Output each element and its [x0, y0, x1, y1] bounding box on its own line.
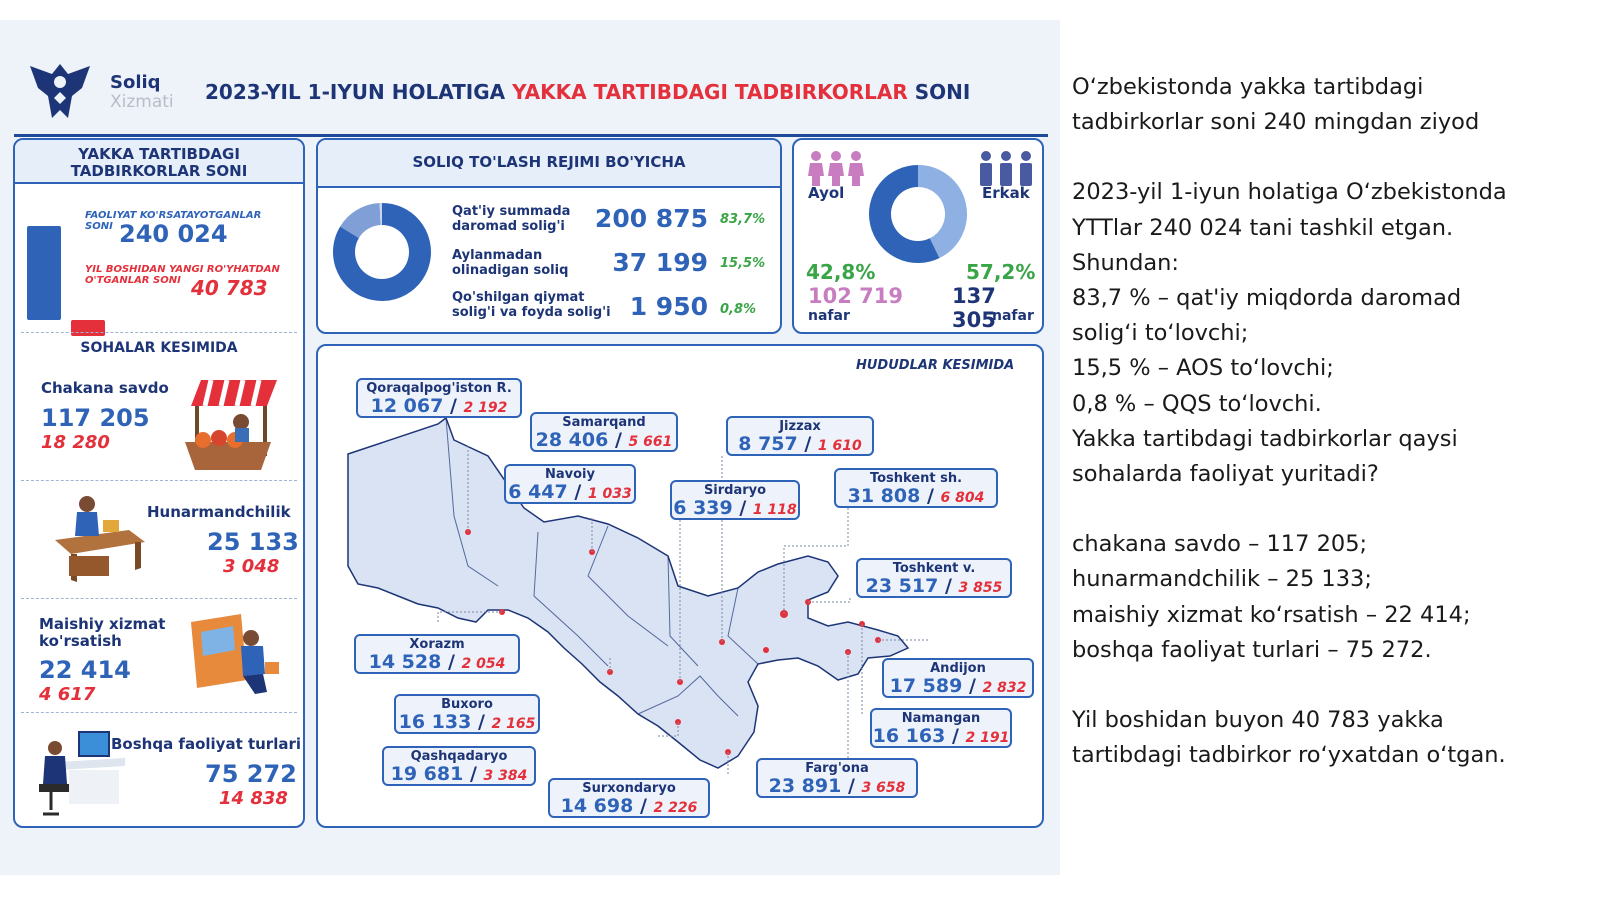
regime-percent: 0,8%	[720, 302, 757, 317]
panel-title: YAKKA TARTIBDAGI TADBIRKORLAR SONI	[15, 140, 303, 184]
female-percent: 42,8%	[806, 260, 876, 284]
female-slice	[918, 176, 956, 248]
regime-percent: 83,7%	[720, 212, 766, 227]
text-line: tadbirkorlar soni 240 mingdan ziyod	[1072, 109, 1480, 136]
gender-panel	[792, 138, 1044, 334]
regions-title: HUDUDLAR KESIMIDA	[856, 358, 1015, 373]
female-figures-icon	[806, 150, 866, 186]
infographic	[0, 20, 1060, 875]
new-bar	[71, 320, 105, 336]
regime-percent: 15,5%	[720, 256, 766, 271]
repair-service-icon	[185, 610, 285, 700]
regime-donut-chart	[332, 202, 432, 302]
entrepreneurs-count-panel	[13, 138, 305, 828]
text-line: Shundan:	[1072, 249, 1179, 276]
sector-name: Hunarmandchilik	[147, 503, 291, 521]
market-stall-icon	[175, 370, 285, 480]
male-percent: 57,2%	[966, 260, 1036, 284]
region-card: Toshkent v. 23 517 / 3 855	[856, 558, 1012, 598]
region-card: Samarqand 28 406 / 5 661	[530, 412, 678, 452]
female-value: 102 719	[808, 284, 903, 308]
bullet-item: chakana savdo – 117 205;	[1072, 531, 1368, 558]
text-line: 83,7 % – qat'iy miqdorda daromad	[1072, 285, 1462, 312]
bullet-item: hunarmandchilik – 25 133;	[1072, 566, 1372, 593]
active-label: FAOLIYAT KO'RSATAYOTGANLAR SONI	[85, 210, 262, 232]
region-card: Namangan 16 163 / 2 191	[870, 708, 1012, 748]
male-figures-icon	[976, 150, 1036, 186]
region-card: Xorazm 14 528 / 2 054	[354, 634, 520, 674]
text-line: 15,5 % – AOS toʻlovchi;	[1072, 355, 1334, 382]
male-unit: nafar	[992, 308, 1034, 324]
active-value: 240 024	[119, 220, 228, 248]
region-card: Qoraqalpog'iston R. 12 067 / 2 192	[356, 378, 522, 418]
regime-value: 37 199	[612, 248, 708, 277]
region-card: Buxoro 16 133 / 2 165	[394, 694, 540, 734]
sector-name: Chakana savdo	[41, 379, 169, 397]
male-label: Erkak	[982, 184, 1030, 202]
text-line: sohalarda faoliyat yuritadi?	[1072, 461, 1379, 488]
regions-panel	[316, 344, 1044, 828]
eagle-logo-icon	[24, 58, 96, 124]
text-line: tartibdagi tadbirkor roʻyxatdan oʻtgan.	[1072, 742, 1506, 769]
region-card: Qashqadaryo 19 681 / 3 384	[382, 746, 536, 786]
text-line: 2023-yil 1-iyun holatiga Oʻzbekistonda	[1072, 179, 1507, 206]
sector-new-value: 4 617	[39, 684, 96, 705]
sector-new-value: 18 280	[41, 432, 110, 453]
female-unit: nafar	[808, 308, 850, 324]
tax-regime-panel	[316, 138, 782, 334]
sector-name: Boshqa faoliyat turlari	[111, 735, 302, 753]
region-card: Surxondaryo 14 698 / 2 226	[548, 778, 710, 818]
craftsman-desk-icon	[49, 490, 149, 590]
page-title: 2023-YIL 1-IYUN HOLATIGA YAKKA TARTIBDAGI TADBIRKORLAR SONI	[205, 80, 971, 104]
region-card: Jizzax 8 757 / 1 610	[726, 416, 874, 456]
active-bar	[27, 226, 61, 320]
sector-new-value: 14 838	[219, 788, 288, 809]
regime-value: 200 875	[594, 204, 708, 233]
summary-text	[1072, 70, 1572, 773]
text-line: Yakka tartibdagi tadbirkorlar qaysi	[1072, 425, 1458, 452]
new-value: 40 783	[191, 276, 268, 300]
region-card: Sirdaryo 6 339 / 1 118	[670, 480, 800, 520]
sector-value: 75 272	[205, 760, 297, 788]
panel-title: SOLIQ TO'LASH REJIMI BO'YICHA	[318, 140, 780, 188]
new-label: YIL BOSHIDAN YANGI RO'YHATDAN O'TGANLAR SONI	[85, 264, 280, 286]
header-divider	[14, 134, 1048, 137]
bullet-item: boshqa faoliyat turlari – 75 272.	[1072, 636, 1432, 663]
region-card: Navoiy 6 447 / 1 033	[504, 464, 636, 504]
sector-value: 22 414	[39, 656, 131, 684]
logo-subtext: Xizmati	[110, 92, 174, 112]
text-line: soligʻi toʻlovchi;	[1072, 320, 1249, 347]
sectors-title: SOHALAR KESIMIDA	[80, 340, 238, 356]
male-value: 137 305	[952, 284, 996, 332]
gender-donut-chart	[868, 164, 968, 264]
region-card: Farg'ona 23 891 / 3 658	[756, 758, 918, 798]
region-card: Andijon 17 589 / 2 832	[882, 658, 1034, 698]
text-line: YTTlar 240 024 tani tashkil etgan.	[1072, 214, 1454, 241]
bullet-item: maishiy xizmat koʻrsatish – 22 414;	[1072, 601, 1471, 628]
regime-name: Qat'iy summada daromad solig'i	[452, 204, 571, 234]
logo-text: Soliq	[110, 72, 161, 93]
text-line: Yil boshidan buyon 40 783 yakka	[1072, 707, 1444, 734]
sector-new-value: 3 048	[223, 556, 280, 577]
regime-slice-2	[350, 214, 381, 232]
sector-name: Maishiy xizmat ko'rsatish	[39, 615, 166, 650]
regime-value: 1 950	[629, 292, 708, 321]
region-card: Toshkent sh. 31 808 / 6 804	[834, 468, 998, 508]
female-label: Ayol	[808, 184, 845, 202]
regime-name: Qo'shilgan qiymat solig'i va foyda solig'i	[452, 290, 611, 320]
text-line: Oʻzbekistonda yakka tartibdagi	[1072, 74, 1424, 100]
sector-value: 117 205	[41, 404, 150, 432]
regime-name: Aylanmadan olinadigan soliq	[452, 248, 569, 278]
text-line: 0,8 % – QQS toʻlovchi.	[1072, 390, 1322, 417]
sector-value: 25 133	[207, 528, 299, 556]
